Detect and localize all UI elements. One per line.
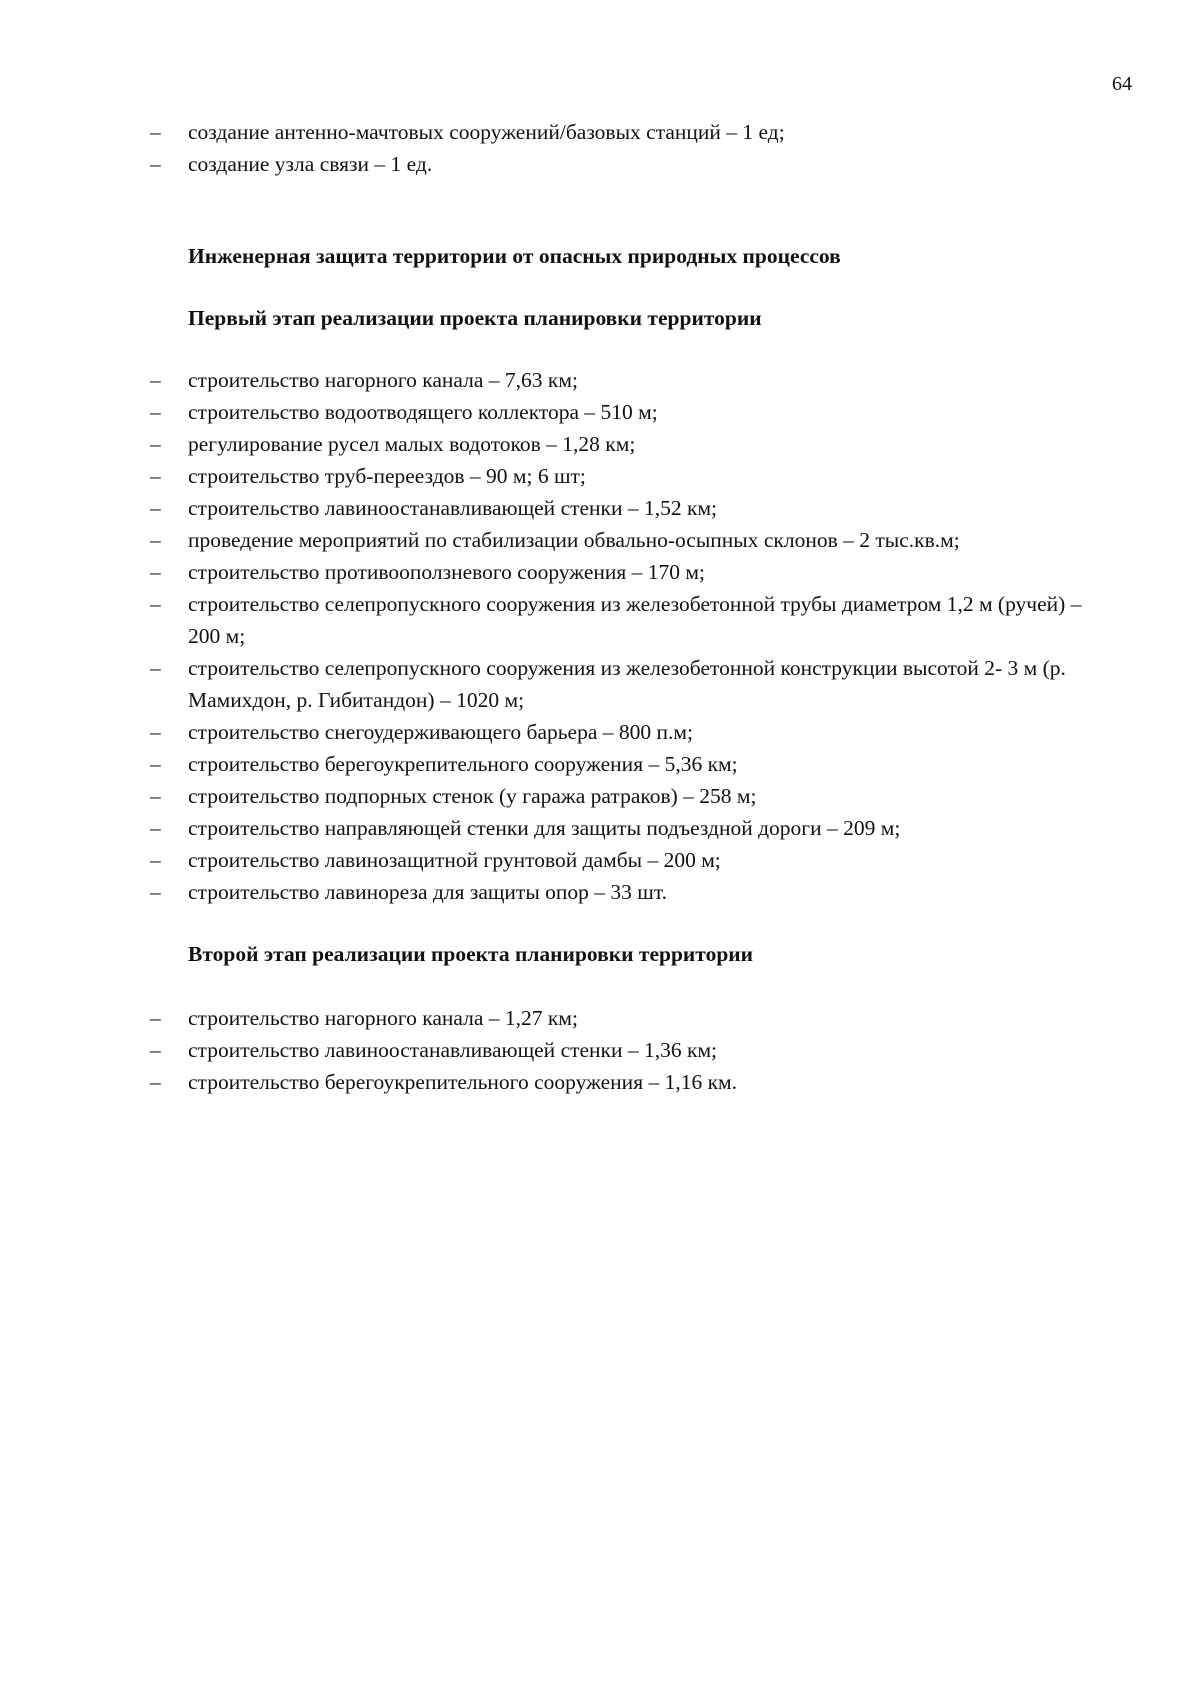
list-item	[0, 1002, 1200, 1034]
list-item-text: создание узла связи – 1 ед.	[188, 152, 433, 176]
list-dash: –	[150, 496, 161, 520]
list-item-text: строительство селепропускного сооружения из железобетонной трубы диаметром 1,2 м (ручей) – 200 м;	[188, 592, 1082, 648]
list-item	[0, 148, 1200, 180]
stage-2-list	[0, 1002, 1200, 1098]
section-heading-main: Инженерная защита территории от опасных природных процессов	[188, 244, 841, 268]
list-item-text: строительство направляющей стенки для защиты подъездной дороги – 209 м;	[188, 816, 901, 840]
list-item	[0, 492, 1200, 524]
list-item-text: строительство снегоудерживающего барьера – 800 п.м;	[188, 720, 693, 744]
list-dash: –	[150, 528, 161, 552]
list-dash: –	[150, 656, 161, 680]
list-item	[0, 428, 1200, 460]
page-number: 64	[1112, 73, 1132, 95]
list-item-text: строительство берегоукрепительного сооружения – 1,16 км.	[188, 1070, 738, 1094]
list-dash: –	[150, 152, 161, 176]
list-dash: –	[150, 432, 161, 456]
list-item	[0, 396, 1200, 428]
list-dash: –	[150, 400, 161, 424]
list-dash: –	[150, 464, 161, 488]
list-item-text: строительство противооползневого сооружения – 170 м;	[188, 560, 705, 584]
list-item	[0, 1066, 1200, 1098]
list-dash: –	[150, 368, 161, 392]
list-dash: –	[150, 880, 161, 904]
list-item-text: регулирование русел малых водотоков – 1,28 км;	[188, 432, 636, 456]
list-item	[0, 364, 1200, 396]
list-dash: –	[150, 752, 161, 776]
list-item-text: строительство лавинозащитной грунтовой дамбы – 200 м;	[188, 848, 721, 872]
list-dash: –	[150, 1006, 161, 1030]
list-dash: –	[150, 1038, 161, 1062]
list-dash: –	[150, 120, 161, 144]
list-item-text: строительство водоотводящего коллектора – 510 м;	[188, 400, 658, 424]
list-item-text: строительство берегоукрепительного сооружения – 5,36 км;	[188, 752, 738, 776]
telecom-list	[0, 116, 1200, 180]
list-item-text: строительство труб-переездов – 90 м; 6 шт;	[188, 464, 586, 488]
list-item-text: строительство нагорного канала – 1,27 км;	[188, 1006, 578, 1030]
list-item	[0, 588, 1200, 652]
section-heading-stage-1: Первый этап реализации проекта планировки территории	[188, 306, 762, 330]
list-item	[0, 780, 1200, 812]
list-item	[0, 556, 1200, 588]
list-dash: –	[150, 784, 161, 808]
list-dash: –	[150, 720, 161, 744]
list-item	[0, 716, 1200, 748]
list-item	[0, 844, 1200, 876]
list-item	[0, 748, 1200, 780]
list-item-text: строительство селепропускного сооружения из железобетонной конструкции высотой 2- 3 м (р. Мамихдон, р. Гибитандон) – 1020 м;	[188, 656, 1066, 712]
list-item	[0, 524, 1200, 556]
list-dash: –	[150, 816, 161, 840]
list-item	[0, 116, 1200, 148]
list-item	[0, 652, 1200, 716]
list-item-text: создание антенно-мачтовых сооружений/базовых станций – 1 ед;	[188, 120, 785, 144]
list-item	[0, 812, 1200, 844]
list-item	[0, 876, 1200, 908]
list-item-text: строительство подпорных стенок (у гаража ратраков) – 258 м;	[188, 784, 757, 808]
list-dash: –	[150, 560, 161, 584]
list-item	[0, 460, 1200, 492]
page-content	[0, 116, 1200, 1098]
list-item-text: строительство лавиноостанавливающей стенки – 1,52 км;	[188, 496, 718, 520]
list-item-text: строительство лавиноостанавливающей стенки – 1,36 км;	[188, 1038, 718, 1062]
list-item-text: строительство лавинореза для защиты опор – 33 шт.	[188, 880, 667, 904]
list-item	[0, 1034, 1200, 1066]
list-dash: –	[150, 848, 161, 872]
section-heading-stage-2: Второй этап реализации проекта планировки территории	[188, 942, 754, 966]
list-dash: –	[150, 1070, 161, 1094]
list-dash: –	[150, 592, 161, 616]
list-item-text: строительство нагорного канала – 7,63 км;	[188, 368, 578, 392]
stage-1-list	[0, 364, 1200, 908]
list-item-text: проведение мероприятий по стабилизации обвально-осыпных склонов – 2 тыс.кв.м;	[188, 528, 960, 552]
